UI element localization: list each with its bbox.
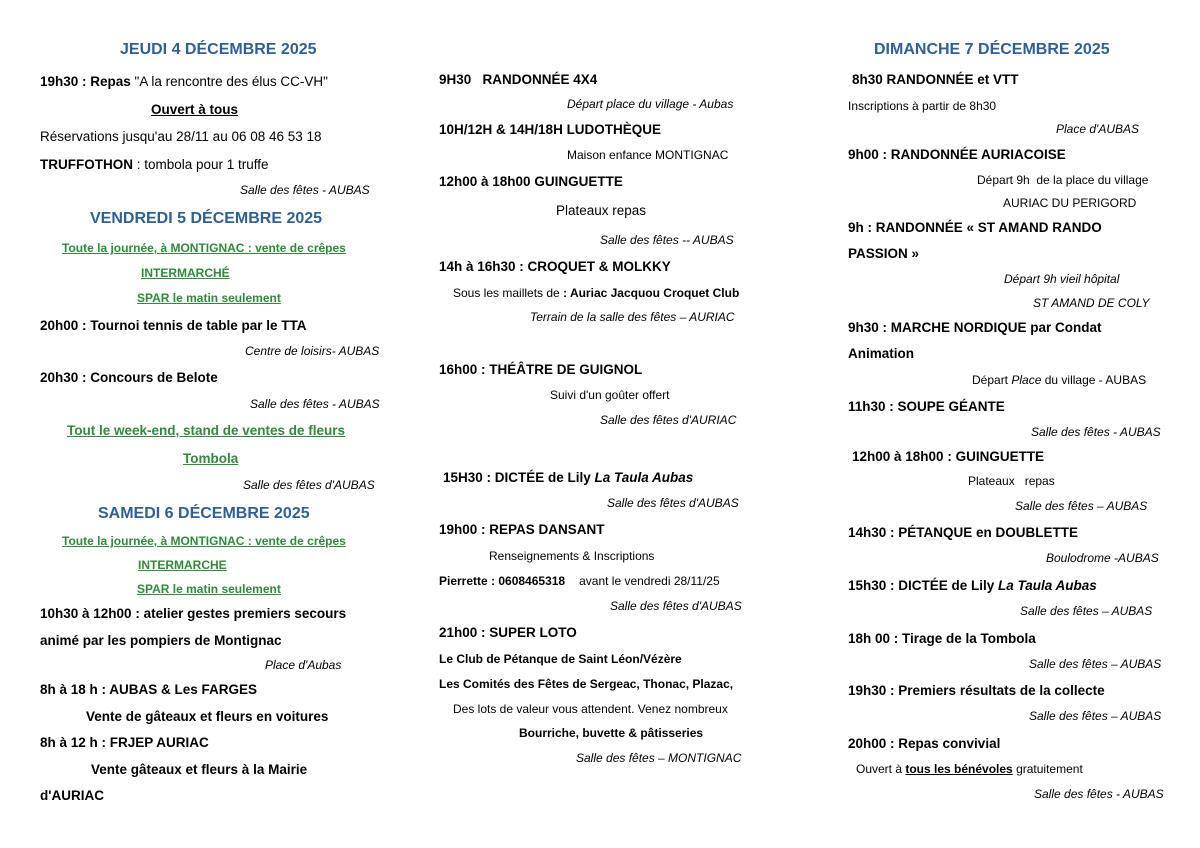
event-venue: ST AMAND DE COLY (1033, 296, 1150, 310)
event-title: 15h30 : DICTÉE de Lily (848, 578, 999, 593)
event-secours-line2: animé par les pompiers de Montignac (40, 633, 282, 648)
event-desc: Sous les maillets de (453, 286, 560, 300)
event-belote: 20h30 : Concours de Belote (40, 370, 218, 385)
event-venue: Salle des fêtes d'AUBAS (243, 478, 375, 492)
day-title-sunday: DIMANCHE 7 DÉCEMBRE 2025 (874, 41, 1110, 58)
open-part: gratuitement (1012, 762, 1083, 776)
event-super-loto: 21h00 : SUPER LOTO (439, 625, 577, 640)
event-resultats: 19h30 : Premiers résultats de la collecte (848, 683, 1105, 698)
event-org: La Taula Aubas (998, 578, 1097, 593)
event-venue: Salle des fêtes - AUBAS (1034, 787, 1164, 801)
event-depart: Départ 9h vieil hôpital (1004, 272, 1120, 286)
event-rando-st-amand-2: PASSION » (848, 246, 920, 261)
reservation-info: Réservations jusqu'au 28/11 au 06 08 46 53 18 (40, 129, 322, 144)
event-farges: 8h à 18 h : AUBAS & Les FARGES (40, 682, 258, 697)
event-truffothon (40, 157, 269, 173)
event-frjep: 8h à 12 h : FRJEP AURIAC (40, 735, 209, 750)
event-gouter: Suivi d'un goûter offert (550, 388, 670, 402)
day-title-saturday: SAMEDI 6 DÉCEMBRE 2025 (98, 505, 310, 522)
event-repas-open (856, 763, 1083, 777)
event-repas-dansant: 19h00 : REPAS DANSANT (439, 522, 605, 537)
event-venue: Salle des fêtes - AUBAS (250, 397, 380, 411)
open-benevoles: tous les bénévoles (905, 762, 1013, 776)
event-venue: Salle des fêtes d'AUBAS (610, 599, 742, 613)
event-farges-desc: Vente de gâteaux et fleurs en voitures (86, 709, 329, 724)
event-guinguette: 12h00 à 18h00 : GUINGUETTE (852, 449, 1045, 464)
event-depart: Départ 9h de la place du village (977, 173, 1149, 187)
event-venue: Salle des fêtes – AUBAS (1029, 657, 1162, 671)
event-venue: Maison enfance MONTIGNAC (567, 148, 729, 162)
tombola: Tombola (183, 451, 239, 466)
event-soupe: 11h30 : SOUPE GÉANTE (848, 399, 1005, 414)
event-org: La Taula Aubas (594, 470, 694, 485)
event-venue: Salle des fêtes – AUBAS (1020, 604, 1153, 618)
event-frjep-desc-2: d'AURIAC (40, 788, 104, 803)
event-guignol: 16h00 : THÉÂTRE DE GUIGNOL (439, 362, 643, 377)
sale-intermarche: INTERMARCHE (138, 558, 227, 572)
loto-comites: Les Comités des Fêtes de Sergeac, Thonac, Plazac, (439, 677, 734, 691)
event-rando-auriacoise: 9h00 : RANDONNÉE AURIACOISE (848, 147, 1066, 162)
event-dictee (848, 578, 1097, 594)
event-dictee (443, 470, 693, 486)
sale-crepes: Toute la journée, à MONTIGNAC : vente de crêpes (62, 534, 346, 548)
event-guinguette: 12h00 à 18h00 GUINGUETTE (439, 174, 623, 189)
event-venue: Salle des fêtes d'AUBAS (607, 496, 739, 510)
event-repas-info: Renseignements & Inscriptions (489, 549, 655, 563)
event-club: : Auriac Jacquou Croquet Club (559, 286, 740, 300)
event-venue: AURIAC DU PERIGORD (1003, 196, 1137, 210)
event-time: 19h30 : Repas (40, 74, 131, 89)
event-venue: Salle des fêtes d'AURIAC (600, 413, 737, 427)
sale-spar: SPAR le matin seulement (137, 291, 281, 305)
contact-phone: Pierrette : 0608465318 (439, 574, 566, 588)
event-marche-nordique-2: Animation (848, 346, 914, 361)
event-venue: Départ place du village - Aubas (567, 97, 734, 111)
event-venue: Centre de loisirs- AUBAS (245, 344, 380, 358)
event-croquet-desc (453, 287, 739, 301)
event-rando-st-amand: 9h : RANDONNÉE « ST AMAND RANDO (848, 220, 1102, 235)
event-venue: Salle des fêtes -- AUBAS (600, 233, 734, 247)
event-venue: Terrain de la salle des fêtes – AURIAC (530, 310, 735, 324)
event-repas-convivial: 20h00 : Repas convivial (848, 736, 1001, 751)
venue-part: Départ (972, 373, 1012, 387)
event-venue: Salle des fêtes - AUBAS (240, 183, 370, 197)
sale-crepes: Toute la journée, à MONTIGNAC : vente de crêpes (62, 241, 346, 255)
venue-part: Place (1011, 373, 1042, 387)
event-venue: Salle des fêtes – AUBAS (1015, 499, 1148, 513)
event-venue (972, 374, 1146, 388)
venue-part: du village - AUBAS (1041, 373, 1147, 387)
day-title-thursday: JEUDI 4 DÉCEMBRE 2025 (120, 41, 317, 58)
sale-intermarche: INTERMARCHÉ (141, 266, 230, 280)
event-venue: Salle des fêtes - AUBAS (1031, 425, 1161, 439)
open-to-all: Ouvert à tous (151, 102, 239, 117)
event-venue: Boulodrome -AUBAS (1046, 551, 1159, 565)
event-plateaux: Plateaux repas (968, 474, 1055, 488)
loto-club: Le Club de Pétanque de Saint Léon/Vézère (439, 652, 682, 666)
contact-deadline: avant le vendredi 28/11/25 (579, 574, 720, 588)
event-repas-contact (439, 575, 720, 589)
event-tennis: 20h00 : Tournoi tennis de table par le TTA (40, 318, 307, 333)
event-marche-nordique: 9h30 : MARCHE NORDIQUE par Condat (848, 320, 1102, 335)
event-venue: Place d'Aubas (265, 658, 342, 672)
event-ludotheque: 10H/12H & 14H/18H LUDOTHÈQUE (439, 122, 662, 137)
event-plateaux: Plateaux repas (556, 203, 647, 218)
open-part: Ouvert à (856, 762, 906, 776)
loto-bourriche: Bourriche, buvette & pâtisseries (519, 726, 704, 740)
event-croquet: 14h à 16h30 : CROQUET & MOLKKY (439, 259, 671, 274)
event-rando-vtt: 8h30 RANDONNÉE et VTT (852, 72, 1019, 87)
event-rando-4x4: 9H30 RANDONNÉE 4X4 (439, 72, 598, 87)
event-repas-elus (40, 74, 328, 90)
event-venue: Salle des fêtes – MONTIGNAC (576, 751, 742, 765)
stand-fleurs: Tout le week-end, stand de ventes de fleurs (67, 423, 346, 438)
event-tirage: 18h 00 : Tirage de la Tombola (848, 631, 1036, 646)
loto-lots: Des lots de valeur vous attendent. Venez nombreux (453, 702, 728, 716)
event-title: 15H30 : DICTÉE de Lily (443, 470, 595, 485)
event-desc: "A la rencontre des élus CC-VH" (130, 74, 328, 89)
event-vtt-insc: Inscriptions à partir de 8h30 (848, 99, 997, 113)
event-desc: : tombola pour 1 truffe (132, 157, 269, 172)
day-title-friday: VENDREDI 5 DÉCEMBRE 2025 (90, 210, 323, 227)
event-venue: Salle des fêtes – AUBAS (1029, 709, 1162, 723)
event-venue: Place d'AUBAS (1056, 122, 1139, 136)
event-label: TRUFFOTHON (40, 157, 133, 172)
event-petanque: 14h30 : PÉTANQUE en DOUBLETTE (848, 525, 1079, 540)
event-frjep-desc: Vente gâteaux et fleurs à la Mairie (91, 762, 308, 777)
event-secours: 10h30 à 12h00 : atelier gestes premiers secours (40, 606, 347, 621)
sale-spar: SPAR le matin seulement (137, 582, 281, 596)
